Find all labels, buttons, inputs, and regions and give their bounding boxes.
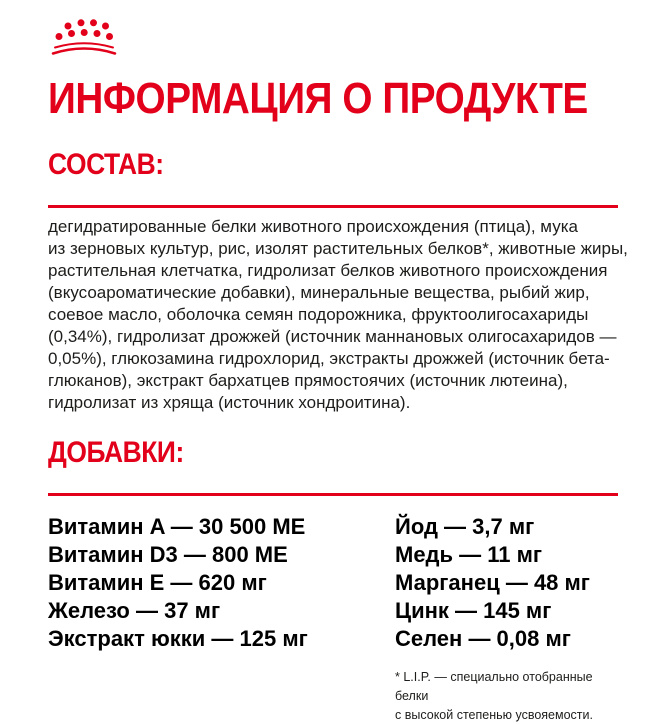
additive-item: Витамин A — 30 500 МЕ [48, 514, 306, 540]
composition-line: (вкусоароматические добавки), минеральные вещества, рыбий жир, [48, 283, 590, 303]
composition-text [48, 216, 628, 414]
lip-footnote [395, 668, 618, 725]
composition-line: из зерновых культур, рис, изолят растительных белков*, животные жиры, [48, 239, 628, 259]
composition-line: 0,05%), глюкозамина гидрохлорид, экстракты дрожжей (источник бета- [48, 349, 610, 369]
additives-heading-text: ДОБАВКИ: [48, 436, 184, 470]
additives-column-right [395, 513, 618, 653]
royal-canin-crown-icon [48, 16, 120, 68]
red-divider-rule [48, 205, 618, 208]
footnote-line: * L.I.P. — специально отобранные белки [395, 670, 593, 704]
additive-item: Экстракт юкки — 125 мг [48, 626, 308, 652]
red-divider-rule [48, 493, 618, 496]
composition-line: глюканов), экстракт бархатцев прямостоячих (источник лютеина), [48, 371, 568, 391]
composition-heading-text: СОСТАВ: [48, 148, 164, 182]
additive-item: Витамин D3 — 800 МЕ [48, 542, 288, 568]
footnote-line: с высокой степенью усвояемости. [395, 708, 593, 723]
additives-list [48, 513, 618, 653]
additives-heading [48, 438, 618, 468]
additive-item: Марганец — 48 мг [395, 570, 590, 596]
composition-heading [48, 150, 618, 180]
composition-line: растительная клетчатка, гидролизат белков животного происхождения [48, 261, 608, 281]
page-title-text: ИНФОРМАЦИЯ О ПРОДУКТЕ [48, 74, 588, 123]
additive-item: Железо — 37 мг [48, 598, 221, 624]
additives-column-left [48, 513, 395, 653]
additive-item: Йод — 3,7 мг [395, 514, 535, 540]
composition-line: дегидратированные белки животного происхождения (птица), мука [48, 217, 578, 237]
page-title [48, 74, 618, 123]
composition-line: (0,34%), гидролизат дрожжей (источник маннановых олигосахаридов — [48, 327, 617, 347]
composition-line: гидролизат из хряща (источник хондроитина). [48, 393, 411, 413]
composition-line: соевое масло, оболочка семян подорожника, фруктоолигосахариды [48, 305, 589, 325]
additive-item: Витамин E — 620 мг [48, 570, 267, 596]
additive-item: Цинк — 145 мг [395, 598, 552, 624]
additive-item: Медь — 11 мг [395, 542, 543, 568]
additive-item: Селен — 0,08 мг [395, 626, 571, 652]
